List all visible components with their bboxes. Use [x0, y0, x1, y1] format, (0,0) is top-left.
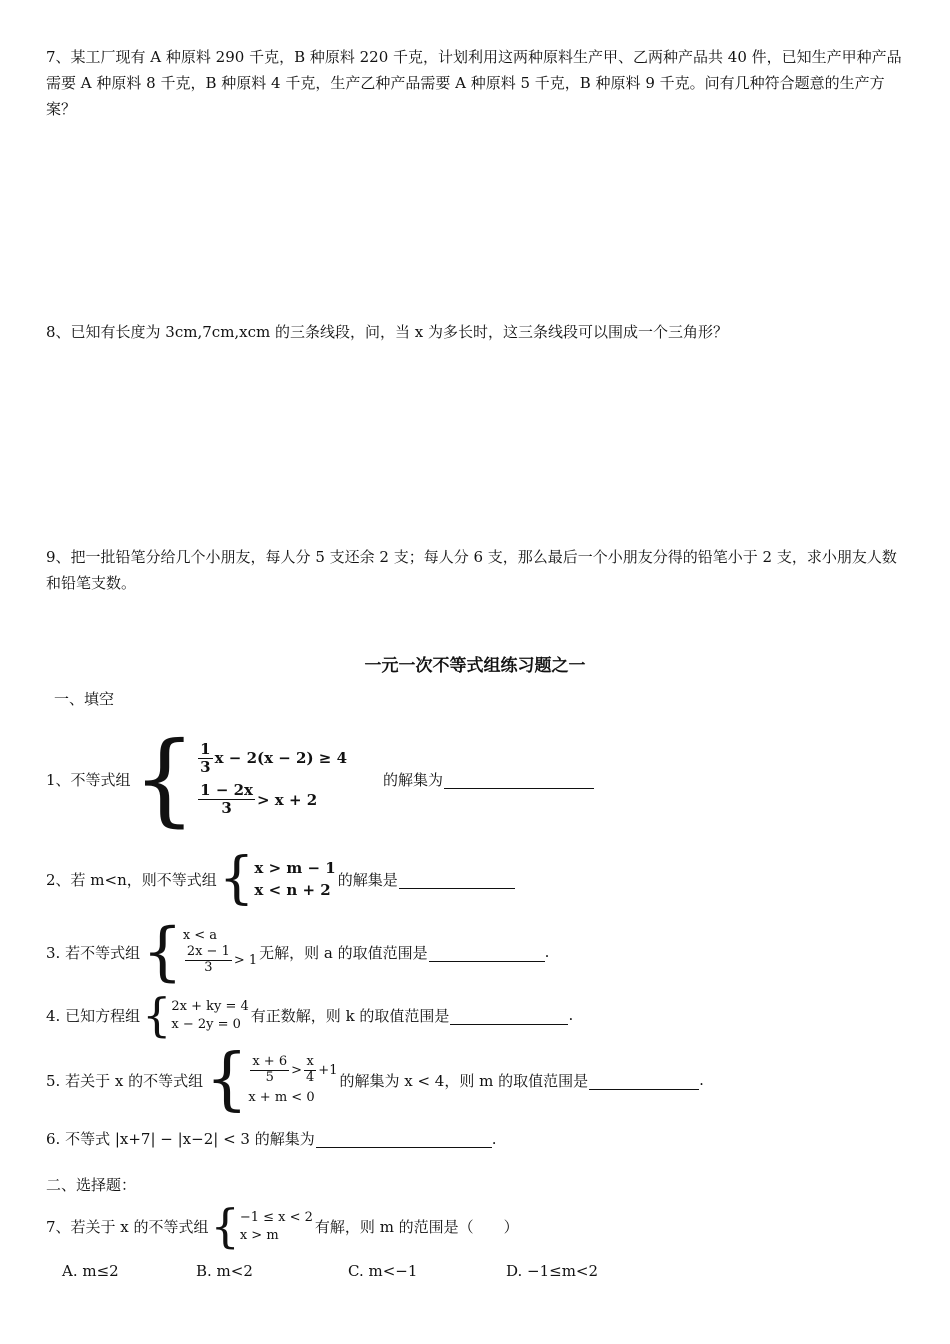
option-a[interactable]: A. m≤2	[62, 1262, 119, 1280]
inequality-system-1: { $\frac{1}{3}$ x − 2(x − 2) ≥ 4 $\frac{1 - 2x}{3}$ > x + 2	[132, 720, 348, 837]
fill-item-1	[46, 720, 594, 837]
fill-item-4: 4. 已知方程组 { 2x + ky = 4 x − 2y = 0 有正数解，则 k 的取值范围是 .	[46, 988, 574, 1042]
fill-6-text: 6. 不等式 |x+7| − |x−2| < 3 的解集为	[46, 1130, 315, 1148]
answer-blank-6[interactable]	[316, 1129, 492, 1148]
answer-blank-1[interactable]	[444, 770, 594, 789]
question-8: 8、已知有长度为 3cm,7cm,xcm 的三条线段，问，当 x 为多长时，这三条线段可以围成一个三角形？	[46, 323, 729, 341]
left-brace-icon: {	[142, 915, 183, 989]
left-brace-icon: {	[142, 988, 172, 1042]
answer-blank-2[interactable]	[399, 870, 515, 889]
fill-1-prefix: 1、不等式组	[46, 770, 131, 789]
option-d[interactable]: D. −1≤m<2	[506, 1262, 599, 1280]
choice-7-prefix: 7、若关于 x 的不等式组	[46, 1217, 209, 1236]
fill-5-suffix: 的解集为 x < 4，则 m 的取值范围是	[339, 1071, 589, 1090]
fill-item-5: 5. 若关于 x 的不等式组 { $\frac{x + 6}{5}$ > $\frac{x}{4}$ +1 x + m < 0 的解集为 x < 4，则 m 的取值范围是 .	[46, 1040, 704, 1119]
left-brace-icon: {	[205, 1040, 249, 1119]
fill-3-prefix: 3. 若不等式组	[46, 943, 141, 962]
choice-options	[62, 1262, 646, 1280]
option-b[interactable]: B. m<2	[196, 1262, 253, 1280]
fill-4-suffix: 有正数解，则 k 的取值范围是	[250, 1006, 450, 1025]
fill-3-suffix: 无解，则 a 的取值范围是	[259, 943, 428, 962]
question-7: 7、某工厂现有 A 种原料 290 千克，B 种原料 220 千克，计划利用这两种原料生产甲、乙两种产品共 40 件，已知生产甲种产品需要 A 种原料 8 千克，B 种原料 4 千克，生产乙种产品需要 A 种原料 5 千克，B 种原料 9 千克。问有几种符合题意的生产方案？	[46, 48, 902, 118]
left-brace-icon: {	[132, 720, 197, 837]
fill-2-prefix: 2、若 m<n，则不等式组	[46, 870, 217, 889]
answer-blank-3[interactable]	[429, 943, 545, 962]
question-9: 9、把一批铅笔分给几个小朋友，每人分 5 支还余 2 支；每人分 6 支，那么最后一个小朋友分得的铅笔小于 2 支，求小朋友人数和铅笔支数。	[46, 548, 897, 592]
fill-1-suffix: 的解集为	[383, 770, 444, 789]
left-brace-icon: {	[218, 846, 255, 911]
answer-blank-4[interactable]	[450, 1006, 568, 1025]
answer-blank-5[interactable]	[589, 1071, 699, 1090]
page-title: 一元一次不等式组练习题之一	[364, 656, 586, 676]
section-choice-heading: 二、选择题：	[46, 1176, 137, 1194]
fill-4-prefix: 4. 已知方程组	[46, 1006, 141, 1025]
fill-item-3: 3. 若不等式组 { x < a $\frac{2x - 1}{3}$ > 1 无解，则 a 的取值范围是 .	[46, 915, 550, 989]
choice-7-suffix: 有解，则 m 的范围是（ ）	[314, 1217, 519, 1236]
fill-5-prefix: 5. 若关于 x 的不等式组	[46, 1071, 204, 1090]
section-fill-heading: 一、填空	[54, 690, 115, 708]
choice-item-7: 7、若关于 x 的不等式组 { −1 ≤ x < 2 x > m 有解，则 m 的范围是（ ）	[46, 1199, 519, 1253]
fill-item-2: 2、若 m<n，则不等式组 { x > m − 1 x < n + 2 的解集是	[46, 851, 515, 907]
left-brace-icon: {	[210, 1199, 240, 1253]
fill-item-6: 6. 不等式 |x+7| − |x−2| < 3 的解集为 .	[46, 1129, 497, 1148]
option-c[interactable]: C. m<−1	[348, 1262, 418, 1280]
fill-2-suffix: 的解集是	[337, 870, 398, 889]
